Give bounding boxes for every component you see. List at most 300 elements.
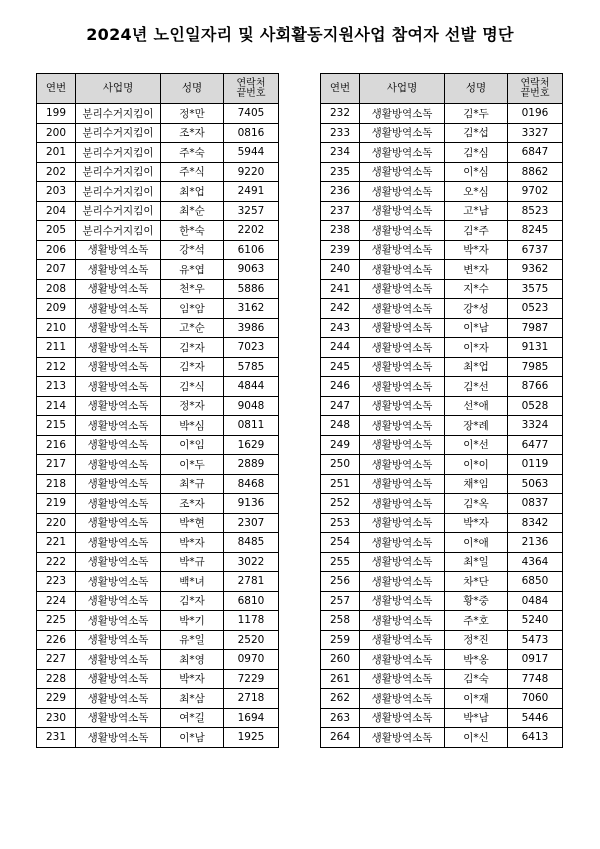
cell-name: 지*수 bbox=[445, 279, 508, 299]
cell-business: 생활방역소독 bbox=[76, 260, 161, 280]
cell-name: 이*신 bbox=[445, 728, 508, 748]
cell-phone: 8342 bbox=[508, 513, 563, 533]
cell-no: 226 bbox=[37, 630, 76, 650]
cell-name: 박*현 bbox=[161, 513, 224, 533]
cell-name: 변*자 bbox=[445, 260, 508, 280]
cell-name: 최*영 bbox=[161, 650, 224, 670]
cell-name: 김*두 bbox=[445, 104, 508, 124]
cell-no: 228 bbox=[37, 669, 76, 689]
cell-no: 221 bbox=[37, 533, 76, 553]
cell-phone: 7985 bbox=[508, 357, 563, 377]
cell-business: 생활방역소독 bbox=[76, 279, 161, 299]
table-row bbox=[37, 104, 279, 124]
cell-business: 생활방역소독 bbox=[360, 260, 445, 280]
cell-phone: 1178 bbox=[224, 611, 279, 631]
header-phone-line2: 끝번호 bbox=[520, 87, 550, 99]
table-row bbox=[321, 123, 563, 143]
cell-name: 강*석 bbox=[161, 240, 224, 260]
cell-no: 225 bbox=[37, 611, 76, 631]
cell-phone: 8485 bbox=[224, 533, 279, 553]
cell-no: 214 bbox=[37, 396, 76, 416]
cell-phone: 0816 bbox=[224, 123, 279, 143]
cell-no: 227 bbox=[37, 650, 76, 670]
table-row bbox=[321, 338, 563, 358]
cell-business: 생활방역소독 bbox=[360, 533, 445, 553]
header-no: 연번 bbox=[37, 74, 76, 104]
cell-no: 213 bbox=[37, 377, 76, 397]
table-row bbox=[321, 182, 563, 202]
cell-name: 오*심 bbox=[445, 182, 508, 202]
cell-name: 박*자 bbox=[445, 513, 508, 533]
cell-no: 219 bbox=[37, 494, 76, 514]
table-row bbox=[321, 377, 563, 397]
table-row bbox=[321, 611, 563, 631]
cell-no: 200 bbox=[37, 123, 76, 143]
cell-name: 이*심 bbox=[445, 162, 508, 182]
cell-phone: 5785 bbox=[224, 357, 279, 377]
cell-phone: 6850 bbox=[508, 572, 563, 592]
cell-phone: 0119 bbox=[508, 455, 563, 475]
cell-phone: 2307 bbox=[224, 513, 279, 533]
cell-no: 246 bbox=[321, 377, 360, 397]
table-row bbox=[37, 455, 279, 475]
cell-no: 215 bbox=[37, 416, 76, 436]
cell-phone: 5063 bbox=[508, 474, 563, 494]
table-row bbox=[321, 435, 563, 455]
cell-phone: 8523 bbox=[508, 201, 563, 221]
table-header-row bbox=[37, 74, 279, 104]
table-row bbox=[321, 474, 563, 494]
cell-phone: 2491 bbox=[224, 182, 279, 202]
cell-no: 261 bbox=[321, 669, 360, 689]
cell-phone: 0811 bbox=[224, 416, 279, 436]
cell-no: 220 bbox=[37, 513, 76, 533]
table-row bbox=[37, 669, 279, 689]
cell-business: 생활방역소독 bbox=[76, 318, 161, 338]
cell-business: 생활방역소독 bbox=[76, 377, 161, 397]
cell-phone: 3327 bbox=[508, 123, 563, 143]
cell-phone: 5240 bbox=[508, 611, 563, 631]
cell-name: 고*순 bbox=[161, 318, 224, 338]
cell-phone: 3986 bbox=[224, 318, 279, 338]
cell-no: 262 bbox=[321, 689, 360, 709]
cell-phone: 9702 bbox=[508, 182, 563, 202]
cell-phone: 0837 bbox=[508, 494, 563, 514]
cell-no: 224 bbox=[37, 591, 76, 611]
cell-no: 255 bbox=[321, 552, 360, 572]
cell-phone: 6106 bbox=[224, 240, 279, 260]
cell-business: 생활방역소독 bbox=[360, 182, 445, 202]
cell-name: 채*임 bbox=[445, 474, 508, 494]
table-row bbox=[321, 143, 563, 163]
cell-name: 최*규 bbox=[161, 474, 224, 494]
cell-name: 최*일 bbox=[445, 552, 508, 572]
table-row bbox=[37, 338, 279, 358]
cell-phone: 9048 bbox=[224, 396, 279, 416]
cell-business: 분리수거지킴이 bbox=[76, 123, 161, 143]
cell-no: 259 bbox=[321, 630, 360, 650]
cell-business: 분리수거지킴이 bbox=[76, 182, 161, 202]
cell-no: 238 bbox=[321, 221, 360, 241]
cell-name: 백*녀 bbox=[161, 572, 224, 592]
cell-business: 분리수거지킴이 bbox=[76, 104, 161, 124]
cell-business: 생활방역소독 bbox=[360, 708, 445, 728]
table-row bbox=[321, 533, 563, 553]
cell-name: 천*우 bbox=[161, 279, 224, 299]
cell-business: 생활방역소독 bbox=[360, 572, 445, 592]
cell-no: 223 bbox=[37, 572, 76, 592]
cell-no: 210 bbox=[37, 318, 76, 338]
cell-phone: 8468 bbox=[224, 474, 279, 494]
cell-business: 생활방역소독 bbox=[360, 630, 445, 650]
cell-business: 생활방역소독 bbox=[360, 513, 445, 533]
table-row bbox=[37, 318, 279, 338]
header-no: 연번 bbox=[321, 74, 360, 104]
cell-no: 208 bbox=[37, 279, 76, 299]
cell-name: 조*자 bbox=[161, 123, 224, 143]
cell-phone: 3022 bbox=[224, 552, 279, 572]
cell-no: 230 bbox=[37, 708, 76, 728]
cell-phone: 4364 bbox=[508, 552, 563, 572]
table-row bbox=[37, 552, 279, 572]
cell-phone: 9220 bbox=[224, 162, 279, 182]
cell-phone: 5944 bbox=[224, 143, 279, 163]
cell-name: 최*순 bbox=[161, 201, 224, 221]
cell-business: 생활방역소독 bbox=[76, 669, 161, 689]
cell-name: 박*규 bbox=[161, 552, 224, 572]
cell-business: 생활방역소독 bbox=[76, 435, 161, 455]
cell-name: 정*진 bbox=[445, 630, 508, 650]
table-row bbox=[37, 591, 279, 611]
table-row bbox=[37, 182, 279, 202]
cell-phone: 2718 bbox=[224, 689, 279, 709]
cell-no: 243 bbox=[321, 318, 360, 338]
cell-phone: 9063 bbox=[224, 260, 279, 280]
cell-phone: 0528 bbox=[508, 396, 563, 416]
cell-business: 생활방역소독 bbox=[76, 357, 161, 377]
cell-name: 유*엽 bbox=[161, 260, 224, 280]
header-phone-line1: 연락처 bbox=[520, 77, 550, 89]
cell-phone: 3575 bbox=[508, 279, 563, 299]
cell-no: 249 bbox=[321, 435, 360, 455]
cell-name: 김*자 bbox=[161, 338, 224, 358]
table-row bbox=[37, 708, 279, 728]
table-row bbox=[321, 299, 563, 319]
cell-no: 250 bbox=[321, 455, 360, 475]
table-row bbox=[321, 357, 563, 377]
cell-name: 김*숙 bbox=[445, 669, 508, 689]
cell-phone: 6477 bbox=[508, 435, 563, 455]
cell-phone: 9131 bbox=[508, 338, 563, 358]
cell-phone: 7405 bbox=[224, 104, 279, 124]
cell-business: 분리수거지킴이 bbox=[76, 201, 161, 221]
cell-name: 한*숙 bbox=[161, 221, 224, 241]
cell-name: 최*업 bbox=[161, 182, 224, 202]
cell-phone: 2202 bbox=[224, 221, 279, 241]
table-row bbox=[37, 435, 279, 455]
cell-name: 주*숙 bbox=[161, 143, 224, 163]
cell-business: 분리수거지킴이 bbox=[76, 143, 161, 163]
cell-phone: 0917 bbox=[508, 650, 563, 670]
cell-no: 209 bbox=[37, 299, 76, 319]
cell-business: 생활방역소독 bbox=[76, 513, 161, 533]
cell-business: 생활방역소독 bbox=[360, 416, 445, 436]
cell-name: 정*자 bbox=[161, 396, 224, 416]
cell-no: 245 bbox=[321, 357, 360, 377]
table-row bbox=[321, 494, 563, 514]
cell-business: 생활방역소독 bbox=[360, 455, 445, 475]
cell-name: 이*남 bbox=[445, 318, 508, 338]
cell-no: 203 bbox=[37, 182, 76, 202]
cell-name: 차*단 bbox=[445, 572, 508, 592]
cell-no: 202 bbox=[37, 162, 76, 182]
cell-business: 생활방역소독 bbox=[76, 708, 161, 728]
cell-no: 258 bbox=[321, 611, 360, 631]
cell-name: 김*선 bbox=[445, 377, 508, 397]
cell-business: 생활방역소독 bbox=[76, 689, 161, 709]
cell-phone: 7748 bbox=[508, 669, 563, 689]
table-row bbox=[37, 533, 279, 553]
cell-business: 생활방역소독 bbox=[76, 650, 161, 670]
table-row bbox=[321, 221, 563, 241]
header-name: 성명 bbox=[161, 74, 224, 104]
cell-business: 생활방역소독 bbox=[76, 591, 161, 611]
cell-no: 254 bbox=[321, 533, 360, 553]
cell-phone: 5446 bbox=[508, 708, 563, 728]
table-row bbox=[37, 240, 279, 260]
cell-phone: 6810 bbox=[224, 591, 279, 611]
table-row bbox=[321, 201, 563, 221]
cell-name: 고*남 bbox=[445, 201, 508, 221]
cell-business: 생활방역소독 bbox=[360, 552, 445, 572]
cell-business: 생활방역소독 bbox=[360, 299, 445, 319]
cell-business: 생활방역소독 bbox=[76, 533, 161, 553]
cell-business: 생활방역소독 bbox=[360, 611, 445, 631]
cell-name: 김*주 bbox=[445, 221, 508, 241]
table-row bbox=[321, 318, 563, 338]
cell-name: 박*기 bbox=[161, 611, 224, 631]
cell-business: 생활방역소독 bbox=[76, 494, 161, 514]
table-row bbox=[37, 650, 279, 670]
cell-name: 이*두 bbox=[161, 455, 224, 475]
cell-name: 최*삼 bbox=[161, 689, 224, 709]
cell-phone: 6847 bbox=[508, 143, 563, 163]
cell-no: 222 bbox=[37, 552, 76, 572]
cell-name: 주*호 bbox=[445, 611, 508, 631]
table-row bbox=[37, 279, 279, 299]
cell-no: 253 bbox=[321, 513, 360, 533]
cell-business: 생활방역소독 bbox=[360, 338, 445, 358]
table-row bbox=[37, 357, 279, 377]
table-row bbox=[37, 494, 279, 514]
cell-name: 김*식 bbox=[161, 377, 224, 397]
cell-phone: 0484 bbox=[508, 591, 563, 611]
cell-name: 유*일 bbox=[161, 630, 224, 650]
cell-name: 이*재 bbox=[445, 689, 508, 709]
cell-phone: 0523 bbox=[508, 299, 563, 319]
cell-no: 201 bbox=[37, 143, 76, 163]
cell-no: 242 bbox=[321, 299, 360, 319]
cell-name: 강*성 bbox=[445, 299, 508, 319]
table-row bbox=[37, 377, 279, 397]
table-row bbox=[37, 611, 279, 631]
cell-no: 256 bbox=[321, 572, 360, 592]
cell-phone: 8766 bbox=[508, 377, 563, 397]
cell-name: 임*암 bbox=[161, 299, 224, 319]
cell-phone: 6413 bbox=[508, 728, 563, 748]
cell-phone: 7023 bbox=[224, 338, 279, 358]
table-row bbox=[37, 513, 279, 533]
cell-phone: 8862 bbox=[508, 162, 563, 182]
cell-business: 생활방역소독 bbox=[360, 240, 445, 260]
table-row bbox=[37, 572, 279, 592]
header-business: 사업명 bbox=[360, 74, 445, 104]
table-row bbox=[37, 299, 279, 319]
cell-name: 박*옹 bbox=[445, 650, 508, 670]
cell-phone: 9362 bbox=[508, 260, 563, 280]
cell-no: 234 bbox=[321, 143, 360, 163]
cell-phone: 2781 bbox=[224, 572, 279, 592]
table-header-row bbox=[321, 74, 563, 104]
cell-name: 박*남 bbox=[445, 708, 508, 728]
cell-no: 252 bbox=[321, 494, 360, 514]
cell-no: 247 bbox=[321, 396, 360, 416]
cell-business: 생활방역소독 bbox=[76, 611, 161, 631]
cell-no: 216 bbox=[37, 435, 76, 455]
cell-no: 233 bbox=[321, 123, 360, 143]
cell-phone: 3257 bbox=[224, 201, 279, 221]
header-phone-line2: 끝번호 bbox=[236, 87, 266, 99]
cell-no: 248 bbox=[321, 416, 360, 436]
table-row bbox=[321, 591, 563, 611]
table-row bbox=[321, 689, 563, 709]
cell-business: 생활방역소독 bbox=[360, 104, 445, 124]
table-row bbox=[37, 630, 279, 650]
cell-name: 박*자 bbox=[445, 240, 508, 260]
cell-business: 생활방역소독 bbox=[360, 123, 445, 143]
table-row bbox=[321, 572, 563, 592]
cell-name: 여*길 bbox=[161, 708, 224, 728]
cell-name: 이*남 bbox=[161, 728, 224, 748]
cell-name: 조*자 bbox=[161, 494, 224, 514]
header-business: 사업명 bbox=[76, 74, 161, 104]
cell-business: 생활방역소독 bbox=[360, 669, 445, 689]
cell-phone: 8245 bbox=[508, 221, 563, 241]
cell-name: 선*애 bbox=[445, 396, 508, 416]
page-title: 2024년 노인일자리 및 사회활동지원사업 참여자 선발 명단 bbox=[86, 25, 514, 44]
cell-name: 김*옥 bbox=[445, 494, 508, 514]
cell-business: 생활방역소독 bbox=[360, 689, 445, 709]
cell-no: 260 bbox=[321, 650, 360, 670]
cell-business: 생활방역소독 bbox=[360, 318, 445, 338]
cell-business: 생활방역소독 bbox=[76, 240, 161, 260]
roster-table-right bbox=[320, 73, 563, 748]
cell-business: 생활방역소독 bbox=[76, 572, 161, 592]
cell-phone: 7229 bbox=[224, 669, 279, 689]
cell-business: 생활방역소독 bbox=[76, 552, 161, 572]
cell-phone: 0196 bbox=[508, 104, 563, 124]
header-phone bbox=[508, 74, 563, 104]
cell-name: 정*만 bbox=[161, 104, 224, 124]
cell-phone: 7987 bbox=[508, 318, 563, 338]
cell-phone: 1629 bbox=[224, 435, 279, 455]
cell-phone: 5473 bbox=[508, 630, 563, 650]
table-row bbox=[321, 279, 563, 299]
cell-name: 김*심 bbox=[445, 143, 508, 163]
cell-name: 황*중 bbox=[445, 591, 508, 611]
cell-no: 229 bbox=[37, 689, 76, 709]
cell-no: 236 bbox=[321, 182, 360, 202]
cell-phone: 1925 bbox=[224, 728, 279, 748]
cell-name: 김*자 bbox=[161, 591, 224, 611]
cell-no: 211 bbox=[37, 338, 76, 358]
table-row bbox=[321, 104, 563, 124]
cell-name: 이*임 bbox=[161, 435, 224, 455]
cell-business: 생활방역소독 bbox=[360, 474, 445, 494]
cell-no: 232 bbox=[321, 104, 360, 124]
cell-phone: 4844 bbox=[224, 377, 279, 397]
cell-phone: 7060 bbox=[508, 689, 563, 709]
cell-no: 239 bbox=[321, 240, 360, 260]
cell-name: 김*자 bbox=[161, 357, 224, 377]
cell-business: 생활방역소독 bbox=[360, 162, 445, 182]
header-phone bbox=[224, 74, 279, 104]
cell-business: 생활방역소독 bbox=[76, 299, 161, 319]
roster-table-left bbox=[36, 73, 279, 748]
table-row bbox=[37, 143, 279, 163]
table-row bbox=[37, 474, 279, 494]
cell-business: 생활방역소독 bbox=[360, 221, 445, 241]
cell-no: 244 bbox=[321, 338, 360, 358]
cell-name: 장*례 bbox=[445, 416, 508, 436]
cell-no: 206 bbox=[37, 240, 76, 260]
cell-business: 생활방역소독 bbox=[76, 455, 161, 475]
cell-no: 235 bbox=[321, 162, 360, 182]
cell-phone: 2889 bbox=[224, 455, 279, 475]
cell-name: 박*심 bbox=[161, 416, 224, 436]
cell-business: 생활방역소독 bbox=[76, 338, 161, 358]
cell-no: 237 bbox=[321, 201, 360, 221]
cell-phone: 3324 bbox=[508, 416, 563, 436]
cell-phone: 1694 bbox=[224, 708, 279, 728]
cell-no: 240 bbox=[321, 260, 360, 280]
cell-name: 이*애 bbox=[445, 533, 508, 553]
cell-no: 199 bbox=[37, 104, 76, 124]
table-row bbox=[37, 728, 279, 748]
cell-business: 생활방역소독 bbox=[360, 357, 445, 377]
cell-business: 생활방역소독 bbox=[360, 396, 445, 416]
cell-no: 205 bbox=[37, 221, 76, 241]
cell-name: 김*섭 bbox=[445, 123, 508, 143]
cell-name: 주*식 bbox=[161, 162, 224, 182]
table-row bbox=[37, 416, 279, 436]
cell-business: 생활방역소독 bbox=[360, 728, 445, 748]
table-row bbox=[37, 260, 279, 280]
header-phone-line1: 연락처 bbox=[236, 77, 266, 89]
cell-business: 생활방역소독 bbox=[360, 494, 445, 514]
cell-no: 218 bbox=[37, 474, 76, 494]
cell-business: 생활방역소독 bbox=[360, 650, 445, 670]
cell-no: 263 bbox=[321, 708, 360, 728]
table-row bbox=[321, 708, 563, 728]
cell-phone: 9136 bbox=[224, 494, 279, 514]
cell-business: 생활방역소독 bbox=[76, 630, 161, 650]
table-row bbox=[321, 455, 563, 475]
cell-name: 최*업 bbox=[445, 357, 508, 377]
table-row bbox=[321, 396, 563, 416]
table-row bbox=[321, 260, 563, 280]
cell-no: 241 bbox=[321, 279, 360, 299]
